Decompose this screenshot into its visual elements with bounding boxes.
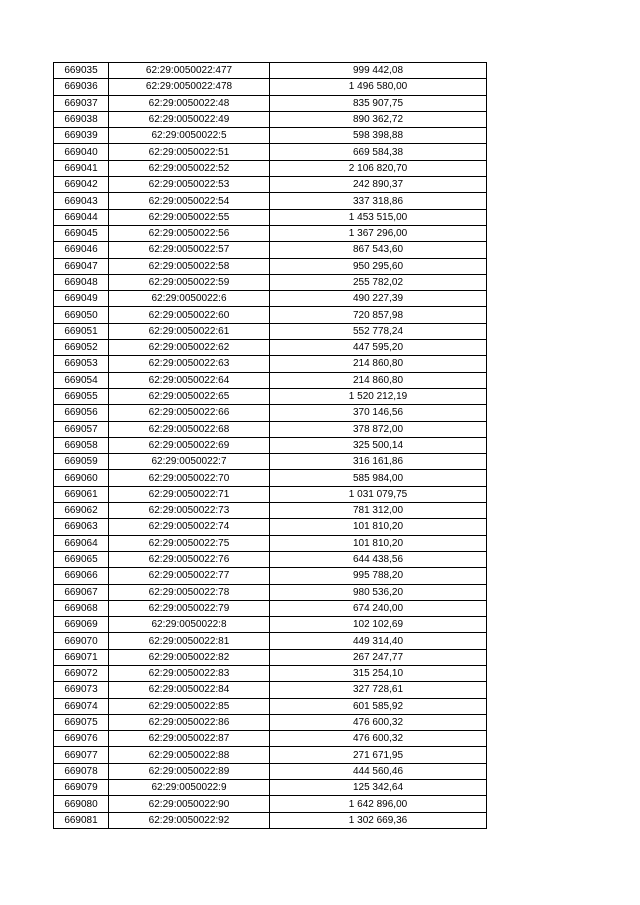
cadastral-number-cell: 62:29:0050022:63	[109, 356, 270, 372]
record-id-cell: 669050	[54, 307, 109, 323]
cadastral-number-cell: 62:29:0050022:89	[109, 763, 270, 779]
record-id-cell: 669042	[54, 177, 109, 193]
record-id-cell: 669045	[54, 225, 109, 241]
cadastral-number-cell: 62:29:0050022:59	[109, 274, 270, 290]
value-cell: 1 642 896,00	[270, 796, 487, 812]
cadastral-number-cell: 62:29:0050022:48	[109, 95, 270, 111]
record-id-cell: 669067	[54, 584, 109, 600]
record-id-cell: 669035	[54, 63, 109, 79]
cadastral-number-cell: 62:29:0050022:84	[109, 682, 270, 698]
cadastral-number-cell: 62:29:0050022:70	[109, 470, 270, 486]
value-cell: 102 102,69	[270, 617, 487, 633]
value-cell: 271 671,95	[270, 747, 487, 763]
table-row	[54, 780, 487, 796]
cadastral-number-cell: 62:29:0050022:66	[109, 405, 270, 421]
record-id-cell: 669049	[54, 291, 109, 307]
cadastral-number-cell: 62:29:0050022:55	[109, 209, 270, 225]
table-row	[54, 95, 487, 111]
table-row	[54, 665, 487, 681]
cadastral-number-cell: 62:29:0050022:52	[109, 160, 270, 176]
table-row	[54, 731, 487, 747]
value-cell: 669 584,38	[270, 144, 487, 160]
value-cell: 101 810,20	[270, 535, 487, 551]
record-id-cell: 669039	[54, 128, 109, 144]
cadastral-number-cell: 62:29:0050022:53	[109, 177, 270, 193]
value-cell: 255 782,02	[270, 274, 487, 290]
value-cell: 2 106 820,70	[270, 160, 487, 176]
record-id-cell: 669062	[54, 503, 109, 519]
table-row	[54, 242, 487, 258]
table-row	[54, 682, 487, 698]
value-cell: 835 907,75	[270, 95, 487, 111]
cadastral-number-cell: 62:29:0050022:57	[109, 242, 270, 258]
record-id-cell: 669046	[54, 242, 109, 258]
value-cell: 552 778,24	[270, 323, 487, 339]
value-cell: 1 031 079,75	[270, 486, 487, 502]
cadastral-number-cell: 62:29:0050022:75	[109, 535, 270, 551]
record-id-cell: 669058	[54, 437, 109, 453]
value-cell: 867 543,60	[270, 242, 487, 258]
record-id-cell: 669041	[54, 160, 109, 176]
cadastral-number-cell: 62:29:0050022:65	[109, 388, 270, 404]
table-row	[54, 649, 487, 665]
record-id-cell: 669059	[54, 454, 109, 470]
record-id-cell: 669052	[54, 340, 109, 356]
table-row	[54, 274, 487, 290]
record-id-cell: 669061	[54, 486, 109, 502]
cadastral-number-cell: 62:29:0050022:92	[109, 812, 270, 828]
record-id-cell: 669057	[54, 421, 109, 437]
table-row	[54, 193, 487, 209]
cadastral-number-cell: 62:29:0050022:51	[109, 144, 270, 160]
record-id-cell: 669043	[54, 193, 109, 209]
value-cell: 674 240,00	[270, 600, 487, 616]
table-row	[54, 454, 487, 470]
value-cell: 950 295,60	[270, 258, 487, 274]
cadastral-number-cell: 62:29:0050022:74	[109, 519, 270, 535]
record-id-cell: 669081	[54, 812, 109, 828]
cadastral-number-cell: 62:29:0050022:56	[109, 225, 270, 241]
cadastral-number-cell: 62:29:0050022:82	[109, 649, 270, 665]
value-cell: 476 600,32	[270, 731, 487, 747]
cadastral-value-table	[53, 62, 487, 829]
cadastral-number-cell: 62:29:0050022:68	[109, 421, 270, 437]
cadastral-number-cell: 62:29:0050022:62	[109, 340, 270, 356]
value-cell: 370 146,56	[270, 405, 487, 421]
record-id-cell: 669066	[54, 568, 109, 584]
cadastral-number-cell: 62:29:0050022:64	[109, 372, 270, 388]
table-row	[54, 600, 487, 616]
table-row	[54, 584, 487, 600]
record-id-cell: 669040	[54, 144, 109, 160]
cadastral-number-cell: 62:29:0050022:83	[109, 665, 270, 681]
value-cell: 378 872,00	[270, 421, 487, 437]
table-body	[54, 63, 487, 829]
cadastral-number-cell: 62:29:0050022:6	[109, 291, 270, 307]
table-row	[54, 258, 487, 274]
value-cell: 1 367 296,00	[270, 225, 487, 241]
value-cell: 101 810,20	[270, 519, 487, 535]
value-cell: 327 728,61	[270, 682, 487, 698]
table-row	[54, 568, 487, 584]
cadastral-number-cell: 62:29:0050022:8	[109, 617, 270, 633]
value-cell: 316 161,86	[270, 454, 487, 470]
table-row	[54, 551, 487, 567]
record-id-cell: 669065	[54, 551, 109, 567]
record-id-cell: 669044	[54, 209, 109, 225]
value-cell: 490 227,39	[270, 291, 487, 307]
value-cell: 125 342,64	[270, 780, 487, 796]
value-cell: 644 438,56	[270, 551, 487, 567]
record-id-cell: 669054	[54, 372, 109, 388]
table-row	[54, 160, 487, 176]
cadastral-number-cell: 62:29:0050022:71	[109, 486, 270, 502]
record-id-cell: 669071	[54, 649, 109, 665]
cadastral-number-cell: 62:29:0050022:78	[109, 584, 270, 600]
value-cell: 1 496 580,00	[270, 79, 487, 95]
cadastral-number-cell: 62:29:0050022:90	[109, 796, 270, 812]
record-id-cell: 669038	[54, 111, 109, 127]
table-row	[54, 633, 487, 649]
table-row	[54, 356, 487, 372]
record-id-cell: 669073	[54, 682, 109, 698]
value-cell: 601 585,92	[270, 698, 487, 714]
record-id-cell: 669048	[54, 274, 109, 290]
record-id-cell: 669036	[54, 79, 109, 95]
record-id-cell: 669079	[54, 780, 109, 796]
cadastral-number-cell: 62:29:0050022:73	[109, 503, 270, 519]
record-id-cell: 669037	[54, 95, 109, 111]
cadastral-number-cell: 62:29:0050022:7	[109, 454, 270, 470]
value-cell: 325 500,14	[270, 437, 487, 453]
value-cell: 476 600,32	[270, 714, 487, 730]
value-cell: 447 595,20	[270, 340, 487, 356]
table-row	[54, 111, 487, 127]
record-id-cell: 669069	[54, 617, 109, 633]
cadastral-number-cell: 62:29:0050022:85	[109, 698, 270, 714]
table-row	[54, 812, 487, 828]
record-id-cell: 669078	[54, 763, 109, 779]
table-row	[54, 698, 487, 714]
table-row	[54, 79, 487, 95]
cadastral-number-cell: 62:29:0050022:9	[109, 780, 270, 796]
record-id-cell: 669075	[54, 714, 109, 730]
value-cell: 720 857,98	[270, 307, 487, 323]
table-row	[54, 503, 487, 519]
record-id-cell: 669055	[54, 388, 109, 404]
cadastral-number-cell: 62:29:0050022:49	[109, 111, 270, 127]
record-id-cell: 669053	[54, 356, 109, 372]
value-cell: 449 314,40	[270, 633, 487, 649]
table-row	[54, 519, 487, 535]
record-id-cell: 669056	[54, 405, 109, 421]
record-id-cell: 669063	[54, 519, 109, 535]
value-cell: 585 984,00	[270, 470, 487, 486]
table-row	[54, 128, 487, 144]
cadastral-number-cell: 62:29:0050022:86	[109, 714, 270, 730]
value-cell: 1 302 669,36	[270, 812, 487, 828]
value-cell: 980 536,20	[270, 584, 487, 600]
table-row	[54, 747, 487, 763]
value-cell: 999 442,08	[270, 63, 487, 79]
value-cell: 214 860,80	[270, 372, 487, 388]
table-row	[54, 144, 487, 160]
value-cell: 444 560,46	[270, 763, 487, 779]
table-row	[54, 63, 487, 79]
cadastral-number-cell: 62:29:0050022:81	[109, 633, 270, 649]
value-cell: 890 362,72	[270, 111, 487, 127]
cadastral-number-cell: 62:29:0050022:5	[109, 128, 270, 144]
table-row	[54, 225, 487, 241]
value-cell: 337 318,86	[270, 193, 487, 209]
record-id-cell: 669047	[54, 258, 109, 274]
cadastral-number-cell: 62:29:0050022:88	[109, 747, 270, 763]
cadastral-number-cell: 62:29:0050022:58	[109, 258, 270, 274]
table-row	[54, 209, 487, 225]
cadastral-number-cell: 62:29:0050022:77	[109, 568, 270, 584]
cadastral-number-cell: 62:29:0050022:477	[109, 63, 270, 79]
record-id-cell: 669077	[54, 747, 109, 763]
record-id-cell: 669074	[54, 698, 109, 714]
table-row	[54, 437, 487, 453]
table-row	[54, 323, 487, 339]
cadastral-number-cell: 62:29:0050022:478	[109, 79, 270, 95]
record-id-cell: 669072	[54, 665, 109, 681]
value-cell: 598 398,88	[270, 128, 487, 144]
table-row	[54, 340, 487, 356]
value-cell: 1 520 212,19	[270, 388, 487, 404]
record-id-cell: 669068	[54, 600, 109, 616]
value-cell: 267 247,77	[270, 649, 487, 665]
table-row	[54, 763, 487, 779]
cadastral-number-cell: 62:29:0050022:79	[109, 600, 270, 616]
table-row	[54, 291, 487, 307]
record-id-cell: 669080	[54, 796, 109, 812]
record-id-cell: 669076	[54, 731, 109, 747]
cadastral-number-cell: 62:29:0050022:76	[109, 551, 270, 567]
value-cell: 995 788,20	[270, 568, 487, 584]
record-id-cell: 669064	[54, 535, 109, 551]
table-row	[54, 307, 487, 323]
cadastral-number-cell: 62:29:0050022:61	[109, 323, 270, 339]
table-row	[54, 486, 487, 502]
record-id-cell: 669051	[54, 323, 109, 339]
table-row	[54, 470, 487, 486]
value-cell: 781 312,00	[270, 503, 487, 519]
cadastral-number-cell: 62:29:0050022:87	[109, 731, 270, 747]
table-row	[54, 535, 487, 551]
table-row	[54, 372, 487, 388]
value-cell: 315 254,10	[270, 665, 487, 681]
table-row	[54, 405, 487, 421]
value-cell: 214 860,80	[270, 356, 487, 372]
table-row	[54, 177, 487, 193]
table-row	[54, 421, 487, 437]
table-row	[54, 617, 487, 633]
cadastral-number-cell: 62:29:0050022:54	[109, 193, 270, 209]
table-row	[54, 796, 487, 812]
value-cell: 1 453 515,00	[270, 209, 487, 225]
record-id-cell: 669060	[54, 470, 109, 486]
cadastral-number-cell: 62:29:0050022:60	[109, 307, 270, 323]
value-cell: 242 890,37	[270, 177, 487, 193]
record-id-cell: 669070	[54, 633, 109, 649]
table-row	[54, 388, 487, 404]
cadastral-number-cell: 62:29:0050022:69	[109, 437, 270, 453]
table-row	[54, 714, 487, 730]
